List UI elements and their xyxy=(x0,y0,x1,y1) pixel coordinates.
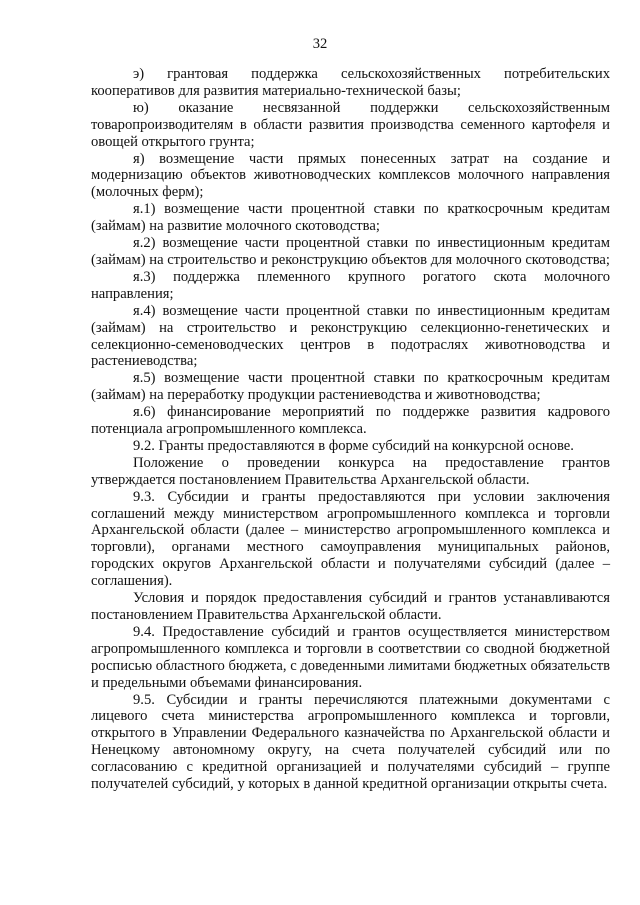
document-body xyxy=(91,66,610,793)
paragraph-item-ya-4: я.4) возмещение части процентной ставки по инвестиционным кредитам (займам) на строительство и реконструкцию селекционно-генетических и селекционно-семеноводческих центров в подотраслях животноводства и растениеводства; xyxy=(91,302,610,370)
paragraph-item-yu: ю) оказание несвязанной поддержки сельскохозяйственным товаропроизводителям в области развития производства семенного картофеля и овощей открытого грунта; xyxy=(91,99,610,150)
paragraph-item-ya-5: я.5) возмещение части процентной ставки по краткосрочным кредитам (займам) на переработку продукции растениеводства и животноводства; xyxy=(91,370,610,404)
paragraph-item-ya-1: я.1) возмещение части процентной ставки по краткосрочным кредитам (займам) на развитие молочного скотоводства; xyxy=(91,201,610,235)
paragraph-conditions: Условия и порядок предоставления субсидий и грантов устанавливаются постановлением Правительства Архангельской области. xyxy=(91,590,610,623)
paragraph-item-ya-3: я.3) поддержка племенного крупного рогатого скота молочного направления; xyxy=(91,268,610,302)
paragraph-item-ya-2: я.2) возмещение части процентной ставки по инвестиционным кредитам (займам) на строительство и реконструкцию объектов для молочного скотоводства; xyxy=(91,235,610,268)
page-number: 32 xyxy=(312,36,328,52)
paragraph-item-ya-6: я.6) финансирование мероприятий по поддержке развития кадрового потенциала агропромышленного комплекса. xyxy=(91,404,610,438)
paragraph-item-e: э) грантовая поддержка сельскохозяйственных потребительских кооперативов для развития материально-технической базы; xyxy=(91,66,610,99)
paragraph-section-9-2: 9.2. Гранты предоставляются в форме субсидий на конкурсной основе. xyxy=(133,437,574,454)
paragraph-contest-regulation: Положение о проведении конкурса на предоставление грантов утверждается постановлением Правительства Архангельской области. xyxy=(91,454,610,488)
paragraph-item-ya: я) возмещение части прямых понесенных затрат на создание и модернизацию объектов животноводческих комплексов молочного направления (молочных ферм); xyxy=(91,150,610,201)
paragraph-section-9-5: 9.5. Субсидии и гранты перечисляются платежными документами с лицевого счета министерства агропромышленного комплекса и торговли, открытого в Управлении Федерального казначейства по Архангельской области и Ненецкому автономному округу, на счета получателей субсидий или по согласованию с кредитной организацией и получателями субсидий – группе получателей субсидий, у которых в данной кредитной организации открыты счета. xyxy=(91,691,610,793)
paragraph-section-9-4: 9.4. Предоставление субсидий и грантов осуществляется министерством агропромышленного комплекса и торговли в соответствии со сводной бюджетной росписью областного бюджета, с доведенными лимитами бюджетных обязательств и предельными объемами финансирования. xyxy=(91,623,610,691)
paragraph-section-9-3: 9.3. Субсидии и гранты предоставляются при условии заключения соглашений между министерством агропромышленного комплекса и торговли Архангельской области (далее – министерство агропромышленного комплекса и торговли), органами местного самоуправления муниципальных районов, городских округов Архангельской области и получателями субсидий (далее – соглашения). xyxy=(91,488,610,590)
